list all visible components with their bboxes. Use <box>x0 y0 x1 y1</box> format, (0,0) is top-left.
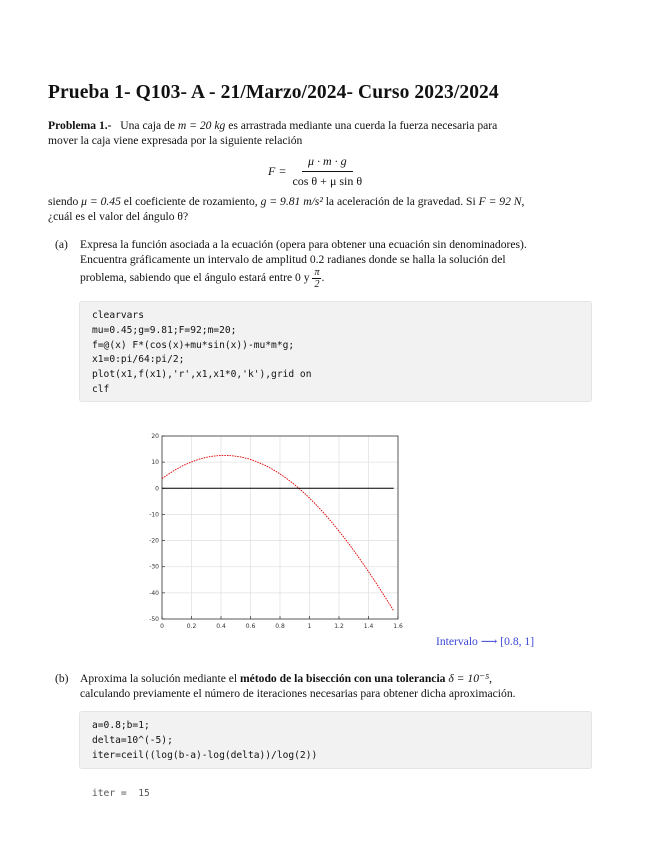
y-tick-label: 10 <box>151 459 159 467</box>
code-output: iter = 15 <box>92 788 150 799</box>
problem-description <box>48 194 596 224</box>
intro-text-a: Una caja de <box>120 119 178 132</box>
part-b-line1-a: Aproxima la solución mediante el <box>80 672 241 685</box>
interval-result: Intervalo ⟶ [0.8, 1] <box>436 635 535 648</box>
function-plot <box>140 428 410 636</box>
code-line: x1=0:pi/64:pi/2; <box>92 354 185 366</box>
x-tick-label: 0.4 <box>216 623 226 630</box>
desc-text-c: la aceleración de la gravedad. Si <box>322 195 479 208</box>
part-a-label: (a) <box>55 238 68 251</box>
part-b <box>55 672 595 704</box>
code-line: f=@(x) F*(cos(x)+mu*sin(x))-mu*m*g; <box>92 339 295 351</box>
code-line: clearvars <box>92 310 144 321</box>
problem-intro <box>48 118 596 148</box>
formula-fraction <box>292 154 362 189</box>
desc-force: F = 92 N <box>478 195 522 208</box>
code-block-a <box>79 301 592 402</box>
code-line: plot(x1,f(x1),'r',x1,x1*0,'k'),grid on <box>92 369 312 381</box>
code-line: mu=0.45;g=9.81;F=92;m=20; <box>92 324 237 336</box>
desc-gravity: g = 9.81 m/s² <box>260 195 323 208</box>
y-tick-label: -10 <box>149 511 159 519</box>
formula-lhs: F = <box>268 164 287 178</box>
desc-text-a: siendo <box>48 195 82 208</box>
intro-mass: m = 20 kg <box>177 119 226 132</box>
x-tick-label: 0.6 <box>245 623 256 630</box>
part-b-text <box>80 672 595 701</box>
y-tick-label: -40 <box>149 589 159 597</box>
pi-denominator: 2 <box>314 279 320 290</box>
part-b-line1-b: δ = 10⁻⁵, <box>445 672 493 685</box>
x-tick-label: 1.2 <box>334 623 344 630</box>
y-tick-label: 20 <box>151 433 159 440</box>
part-a-line3-end: . <box>321 271 325 285</box>
x-tick-label: 0 <box>160 623 164 630</box>
part-a-text <box>80 238 595 290</box>
y-tick-label: -20 <box>149 537 159 545</box>
part-a-line3: problema, sabiendo que el ángulo estará entre 0 y <box>80 271 313 285</box>
problem-heading: Problema 1.- <box>48 119 112 132</box>
pi-numerator: π <box>314 267 320 278</box>
code-block-b <box>79 711 592 769</box>
formula-numerator: μ · m · g <box>302 154 353 172</box>
page-title: Prueba 1- Q103- A - 21/Marzo/2024- Curso 2023/2024 <box>48 82 499 103</box>
y-tick-label: -30 <box>149 563 159 571</box>
part-a-line2: Encuentra gráficamente un intervalo de amplitud 0.2 radianes donde se halla la solución del <box>80 252 506 266</box>
desc-mu: μ = 0.45 <box>81 195 121 208</box>
y-tick-label: -50 <box>149 616 159 623</box>
x-tick-label: 0.8 <box>275 623 285 630</box>
desc-text-d: , <box>521 195 525 208</box>
y-tick-label: 0 <box>155 485 159 493</box>
intro-text-b: es arrastrada mediante una cuerda la fuerza necesaria para <box>225 119 498 132</box>
part-a <box>55 238 595 290</box>
part-b-label: (b) <box>55 672 69 685</box>
intro-line2: mover la caja viene expresada por la siguiente relación <box>48 134 303 147</box>
part-b-line2: calculando previamente el número de iteraciones necesarias para obtener dicha aproximación. <box>80 686 516 700</box>
code-line: a=0.8;b=1; <box>92 720 150 731</box>
code-line: delta=10^(-5); <box>92 734 173 746</box>
x-tick-label: 1.6 <box>393 623 403 630</box>
code-line: clf <box>92 383 110 395</box>
desc-text-b: el coeficiente de rozamiento, <box>120 195 261 208</box>
code-line: iter=ceil((log(b-a)-log(delta))/log(2)) <box>92 749 318 761</box>
force-formula <box>268 154 362 189</box>
x-tick-label: 0.2 <box>186 623 197 630</box>
part-a-line1: Expresa la función asociada a la ecuación (opera para obtener una ecuación sin denominadores). <box>80 238 527 251</box>
formula-denominator: cos θ + μ sin θ <box>292 174 363 188</box>
x-tick-label: 1 <box>307 623 312 630</box>
desc-line2: ¿cuál es el valor del ángulo θ? <box>48 210 189 223</box>
part-b-line1-bold: método de la bisección con una tolerancia <box>240 672 446 685</box>
x-tick-label: 1.4 <box>363 623 374 630</box>
